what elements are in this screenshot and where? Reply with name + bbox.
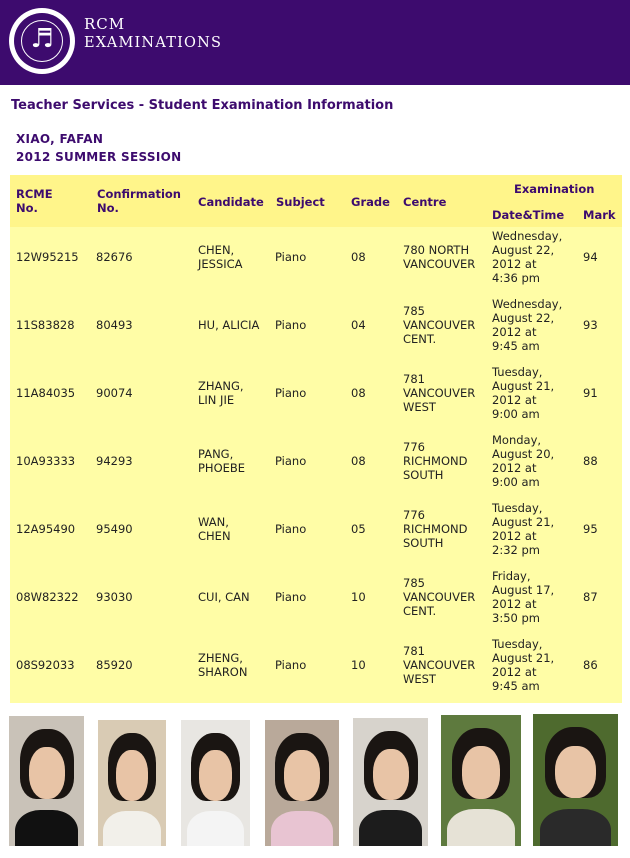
header-banner [0,0,630,85]
cell-line: CUI, CAN [198,590,250,604]
cell-line: 10A93333 [16,454,76,468]
cell-line: WEST [403,400,436,414]
header-date-time: Date&Time [492,208,565,222]
table-header [10,175,622,227]
cell-line: 4:36 pm [492,271,540,285]
cell-line: 10 [351,590,366,604]
cell-line: 9:45 am [492,339,540,353]
cell-centre [403,372,475,414]
cell-line: 10 [351,658,366,672]
cell-line: RICHMOND [403,522,468,536]
cell-line: 2012 at [492,393,537,407]
cell-line: 785 [403,304,425,318]
clothing-shape [103,811,160,846]
cell-subject [275,250,306,264]
cell-line: 95 [583,522,598,536]
cell-line: Piano [275,318,307,332]
student-photo-7 [533,714,618,846]
cell-line: Piano [275,658,307,672]
cell-cand [198,379,244,407]
cell-line: 9:45 am [492,679,540,693]
cell-subject [275,658,306,672]
cell-grade [351,590,366,604]
cell-rcme [16,250,79,264]
cell-rcme [16,454,75,468]
cell-date [492,637,554,693]
cell-conf [96,590,133,604]
cell-line: 08W82322 [16,590,79,604]
cell-cand [198,447,245,475]
cell-line: 11A84035 [16,386,76,400]
cell-mark [583,522,598,536]
cell-line: 08 [351,386,366,400]
cell-grade [351,658,366,672]
cell-centre [403,644,475,686]
cell-date [492,433,554,489]
cell-line: JESSICA [198,257,243,271]
cell-line: Friday, [492,569,531,583]
cell-rcme [16,590,79,604]
cell-line: 90074 [96,386,133,400]
face-shape [373,749,409,800]
cell-line: 95490 [96,522,133,536]
face-shape [199,750,232,800]
cell-date [492,229,562,285]
cell-line: CHEN [198,529,231,543]
header-grade: Grade [351,195,390,209]
cell-line: Piano [275,250,307,264]
cell-mark [583,318,598,332]
header-mark: Mark [583,208,616,222]
cell-line: Piano [275,454,307,468]
cell-line: August 21, [492,651,555,665]
cell-subject [275,454,306,468]
cell-line: 86 [583,658,598,672]
cell-cand [198,318,259,332]
cell-line: 781 [403,644,425,658]
cell-centre [403,508,468,550]
cell-line: 91 [583,386,598,400]
cell-line: SHARON [198,665,248,679]
header-subject: Subject [276,195,325,209]
cell-line: 08S92033 [16,658,75,672]
cell-rcme [16,522,75,536]
cell-line: VANCOUVER [403,658,476,672]
face-shape [462,746,500,798]
cell-line: LIN JIE [198,393,235,407]
cell-mark [583,658,598,672]
clothing-shape [15,810,78,846]
clothing-shape [271,811,333,846]
cell-mark [583,250,598,264]
cell-line: PHOEBE [198,461,246,475]
cell-subject [275,590,306,604]
header-confirmation-no: Confirmation No. [97,187,181,215]
cell-mark [583,386,598,400]
clothing-shape [447,809,514,846]
student-photo-3 [181,720,250,846]
cell-centre [403,304,475,346]
cell-line: 2012 at [492,461,537,475]
cell-line: ZHANG, [198,379,244,393]
table-row [10,365,622,433]
cell-line: VANCOUVER [403,386,476,400]
table-row [10,297,622,365]
cell-line: Tuesday, [492,637,543,651]
cell-line: August 17, [492,583,555,597]
cell-grade [351,454,366,468]
cell-line: 94 [583,250,598,264]
cell-line: SOUTH [403,536,444,550]
cell-line: 82676 [96,250,133,264]
clothing-shape [187,811,245,846]
cell-line: 2012 at [492,325,537,339]
cell-line: ZHENG, [198,651,243,665]
cell-line: 785 [403,576,425,590]
results-table [10,175,622,703]
cell-line: August 22, [492,243,555,257]
cell-line: August 20, [492,447,555,461]
cell-conf [96,522,133,536]
cell-line: RICHMOND [403,454,468,468]
cell-line: 94293 [96,454,133,468]
cell-line: 776 [403,440,425,454]
cell-line: PANG, [198,447,234,461]
cell-line: 05 [351,522,366,536]
face-shape [116,750,149,800]
cell-line: August 21, [492,379,555,393]
cell-centre [403,243,475,271]
cell-line: VANCOUVER [403,318,476,332]
cell-line: 04 [351,318,366,332]
table-row [10,433,622,501]
cell-line: 3:50 pm [492,611,540,625]
cell-subject [275,386,306,400]
cell-line: Wednesday, [492,297,563,311]
cell-line: 2:32 pm [492,543,540,557]
session-label: 2012 SUMMER SESSION [16,150,182,164]
cell-line: WAN, [198,515,229,529]
cell-date [492,365,554,421]
cell-cand [198,590,250,604]
cell-date [492,569,554,625]
cell-line: 2012 at [492,257,537,271]
lyre-icon: ♬ [30,24,54,54]
cell-line: SOUTH [403,468,444,482]
cell-rcme [16,658,75,672]
cell-grade [351,386,366,400]
student-photo-5 [353,718,428,846]
cell-rcme [16,318,75,332]
clothing-shape [359,810,422,846]
cell-line: Piano [275,522,307,536]
conservatory-seal-icon[interactable] [9,8,75,74]
face-shape [555,746,596,799]
cell-line: 93 [583,318,598,332]
cell-cand [198,651,247,679]
cell-line: HU, ALICIA [198,318,260,332]
cell-cand [198,243,243,271]
cell-line: 2012 at [492,665,537,679]
brand-logo[interactable] [84,15,222,53]
cell-line: VANCOUVER [403,590,476,604]
student-photo-1 [9,716,84,846]
header-candidate: Candidate [198,195,264,209]
cell-line: WEST [403,672,436,686]
table-row [10,569,622,637]
cell-cand [198,515,231,543]
cell-line: 08 [351,250,366,264]
cell-subject [275,522,306,536]
student-name: XIAO, FAFAN [16,132,104,146]
cell-line: Tuesday, [492,501,543,515]
brand-line-2: EXAMINATIONS [84,35,223,51]
cell-line: 88 [583,454,598,468]
cell-line: 08 [351,454,366,468]
student-photo-strip [0,712,630,858]
cell-line: CENT. [403,332,437,346]
cell-line: 80493 [96,318,133,332]
cell-line: 2012 at [492,597,537,611]
cell-centre [403,576,475,618]
cell-date [492,501,554,557]
cell-line: Piano [275,386,307,400]
table-row [10,229,622,297]
cell-mark [583,590,598,604]
cell-line: Monday, [492,433,542,447]
face-shape [284,750,320,800]
table-row [10,501,622,569]
cell-line: 2012 at [492,529,537,543]
table-row [10,637,622,705]
cell-centre [403,440,468,482]
cell-conf [96,318,133,332]
cell-line: CHEN, [198,243,235,257]
header-examination: Examination [514,182,595,196]
cell-line: Piano [275,590,307,604]
cell-line: 87 [583,590,598,604]
cell-line: 780 NORTH [403,243,470,257]
student-photo-2 [98,720,166,846]
face-shape [29,747,65,799]
clothing-shape [540,809,611,846]
cell-line: August 21, [492,515,555,529]
cell-date [492,297,562,353]
cell-line: 9:00 am [492,475,540,489]
student-photo-4 [265,720,339,846]
cell-line: Tuesday, [492,365,543,379]
cell-line: CENT. [403,604,437,618]
cell-conf [96,386,133,400]
brand-line-1: RCM [84,15,126,33]
cell-line: 776 [403,508,425,522]
cell-conf [96,454,133,468]
cell-grade [351,318,366,332]
cell-grade [351,522,366,536]
cell-rcme [16,386,75,400]
cell-conf [96,250,133,264]
header-rcme-no: RCME No. [16,187,53,215]
cell-line: 12A95490 [16,522,76,536]
cell-line: 9:00 am [492,407,540,421]
cell-line: Wednesday, [492,229,563,243]
page-title: Teacher Services - Student Examination Information [11,98,394,113]
cell-line: 93030 [96,590,133,604]
cell-mark [583,454,598,468]
student-photo-6 [441,715,521,846]
cell-line: 12W95215 [16,250,79,264]
cell-line: 85920 [96,658,133,672]
cell-line: August 22, [492,311,555,325]
cell-line: 781 [403,372,425,386]
cell-conf [96,658,133,672]
header-centre: Centre [403,195,447,209]
cell-line: VANCOUVER [403,257,476,271]
cell-grade [351,250,366,264]
cell-line: 11S83828 [16,318,75,332]
cell-subject [275,318,306,332]
